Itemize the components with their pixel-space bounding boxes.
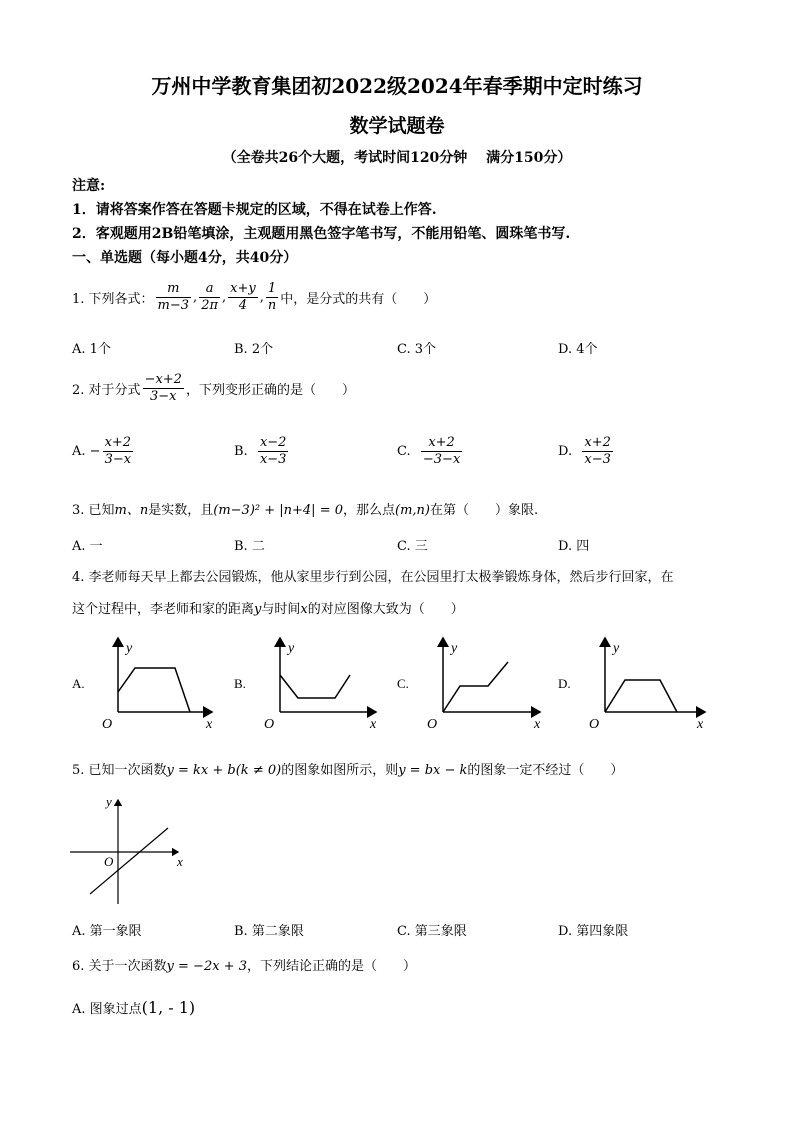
q2-suffix: ，下列变形正确的是（ ） (185, 383, 355, 398)
svg-text:O: O (427, 717, 438, 732)
notes-heading: 注意: (72, 178, 106, 194)
q1-option-b: B. 2个 (234, 342, 274, 357)
q1-option-d: D. 4个 (558, 342, 598, 357)
q2-prefix: 2. 对于分式 (72, 383, 141, 398)
note-item: 1．请将答案作答在答题卡规定的区域，不得在试卷上作答. (72, 202, 437, 218)
svg-text:A.: A. (72, 676, 85, 691)
q5-graph (60, 790, 200, 908)
question-1: 1. 下列各式： $\frac{m}{m-3}$ , $\frac{a}{2\pi}$ , $\frac{x+y}{4}$ , $\frac{1}{n}$ 中，是分式的共有（ ） (72, 281, 437, 313)
q1-prefix: 1. 下列各式： (72, 292, 154, 307)
q1-fraction: $\frac{1}{n}$ (267, 281, 277, 313)
q1-suffix: 中，是分式的共有（ ） (280, 292, 437, 307)
svg-text:x: x (534, 717, 541, 732)
svg-text:x: x (206, 717, 213, 732)
svg-text:x: x (177, 854, 183, 869)
question-3: 3. 已知m、n是实数，且(m−3)² + |n+4| = 0，那么点(m,n)在第（ ）象限. (72, 503, 539, 518)
svg-text:D.: D. (558, 676, 571, 691)
q5-option-b: B. 第二象限 (234, 924, 304, 939)
q2-option-d: D. $\frac{x+2}{x-3}$ (558, 435, 611, 467)
q4-graphs (0, 630, 794, 740)
q1-fraction: $\frac{x+y}{4}$ (230, 281, 256, 313)
section-heading: 一、单选题（每小题4分，共40分） (72, 250, 298, 266)
q4-graph-c (397, 638, 541, 732)
svg-text:y: y (451, 641, 458, 656)
svg-text:y: y (613, 641, 620, 656)
q2-option-a: A. − $\frac{x+2}{3-x}$ (72, 435, 132, 467)
exam-info: （全卷共26个大题，考试时间120分钟 满分150分） (222, 150, 572, 166)
svg-text:O: O (102, 717, 113, 732)
svg-text:y: y (288, 641, 295, 656)
q4-graph-a (72, 638, 213, 732)
svg-text:O: O (264, 717, 275, 732)
question-5: 5. 已知一次函数y = kx + b(k ≠ 0)的图象如图所示，则y = bx − k的图象一定不经过（ ） (72, 763, 624, 778)
svg-text:O: O (104, 854, 114, 869)
q1-option-c: C. 3个 (397, 342, 437, 357)
q2-option-b: B. $\frac{x-2}{x-3}$ (234, 435, 287, 467)
q1-fraction: $\frac{a}{2\pi}$ (201, 281, 219, 313)
q4-graph-d (558, 638, 705, 732)
question-6: 6. 关于一次函数y = −2x + 3，下列结论正确的是（ ） (72, 959, 416, 974)
q3-option-d: D. 四 (558, 539, 590, 554)
q3-option-b: B. 二 (234, 539, 265, 554)
question-4-line1: 4. 李老师每天早上都去公园锻炼，他从家里步行到公园，在公园里打太极拳锻炼身体，然后步行回家，在 (72, 570, 674, 585)
svg-text:C.: C. (397, 676, 409, 691)
q3-option-a: A. 一 (72, 539, 103, 554)
q3-option-c: C. 三 (397, 539, 428, 554)
svg-text:x: x (697, 717, 704, 732)
q4-graph-b (234, 638, 377, 732)
q5-option-d: D. 第四象限 (558, 924, 629, 939)
q1-fraction: $\frac{m}{m-3}$ (157, 281, 190, 313)
svg-text:B.: B. (234, 676, 246, 691)
q5-option-c: C. 第三象限 (397, 924, 467, 939)
q2-fraction: $\frac{-x+2}{3-x}$ (144, 372, 182, 404)
note-item: 2．客观题用2B铅笔填涂，主观题用黑色签字笔书写，不能用铅笔、圆珠笔书写. (72, 226, 571, 242)
svg-text:y: y (126, 641, 133, 656)
q6-option-a: A. 图象过点(1, - 1) (72, 998, 196, 1017)
question-2 (72, 372, 355, 405)
svg-text:y: y (106, 794, 112, 809)
q1-option-a: A. 1个 (72, 342, 111, 357)
question-4-line2: 这个过程中，李老师和家的距离y与时间x的对应图像大致为（ ） (72, 602, 464, 617)
svg-text:x: x (370, 717, 377, 732)
q5-option-a: A. 第一象限 (72, 924, 142, 939)
exam-subtitle: 数学试题卷 (349, 115, 445, 137)
svg-text:O: O (589, 717, 600, 732)
exam-title: 万州中学教育集团初2022级2024年春季期中定时练习 (151, 74, 643, 98)
q2-option-c: C. $\frac{x+2}{-3-x}$ (397, 435, 461, 467)
